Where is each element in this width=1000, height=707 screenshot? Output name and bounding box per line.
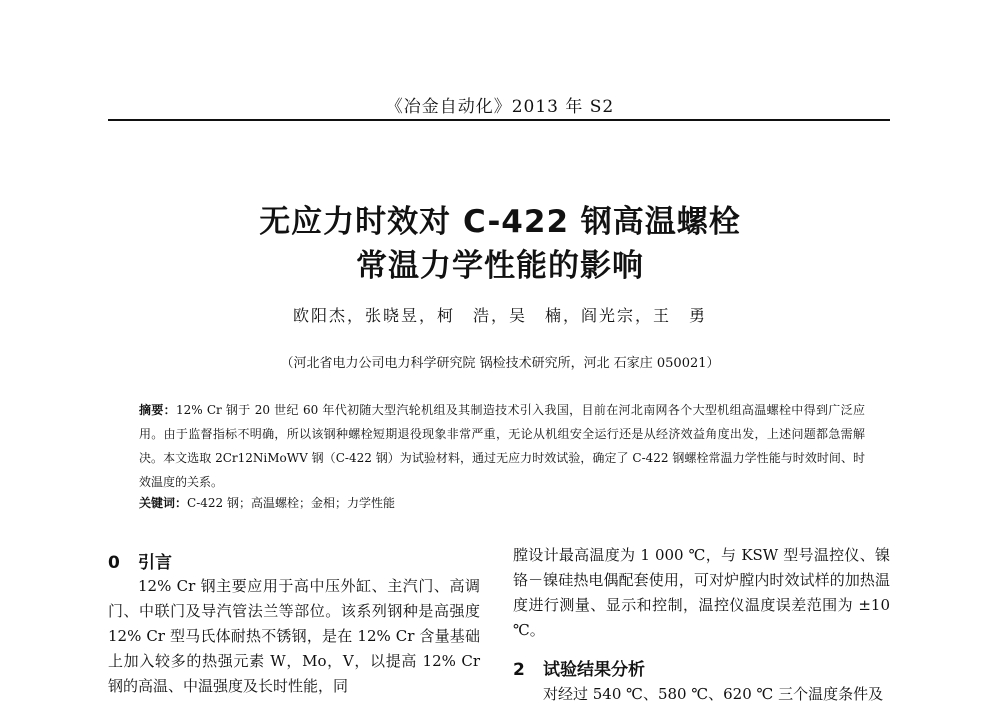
header-rule — [108, 119, 890, 121]
abstract-text: 12% Cr 钢于 20 世纪 60 年代初随大型汽轮机组及其制造技术引入我国，目前在河北南网各个大型机组高温螺栓中得到广泛应用。由于监督指标不明确，所以该钢种螺栓短期退役现象非常严重，无论从机组安全运行还是从经济效益角度出发，上述问题都急需解决。本文选取 2Cr12NiMoWV 钢（C-422 钢）为试验材料，通过无应力时效试验，确定了 C-422 钢螺栓常温力学性能与时效时间、时效温度的关系。 — [139, 403, 865, 489]
section-number: 2 — [513, 660, 525, 680]
affiliation: （河北省电力公司电力科学研究院 锅检技术研究所，河北 石家庄 050021） — [280, 356, 720, 371]
section-number: 0 — [108, 553, 120, 573]
right-column-paragraph: 膛设计最高温度为 1 000 ℃，与 KSW 型号温控仪、镍铬－镍硅热电偶配套使用，可对炉膛内时效试样的加热温度进行测量、显示和控制，温控仪温度误差范围为 ±10 ℃。 — [513, 546, 890, 639]
section-title: 引言 — [138, 553, 172, 573]
journal-header: 《冶金自动化》2013 年 S2 — [385, 97, 615, 117]
section-heading-introduction — [108, 548, 172, 573]
keywords — [139, 494, 865, 512]
paper-title-line-1: 无应力时效对 C-422 钢高温螺栓 — [259, 204, 741, 240]
paper-title-line-2: 常温力学性能的影响 — [356, 248, 644, 284]
keywords-label: 关键词： — [139, 496, 188, 510]
section-title: 试验结果分析 — [543, 660, 645, 680]
results-paragraph: 对经过 540 ℃、580 ℃、620 ℃ 三个温度条件及 — [543, 685, 884, 703]
keywords-text: C-422 钢；高温螺栓；金相；力学性能 — [187, 496, 395, 510]
abstract — [139, 398, 865, 494]
section-heading-results — [513, 655, 645, 680]
author-list: 欧阳杰，张晓昱，柯 浩，吴 楠，阎光宗，王 勇 — [292, 306, 707, 325]
introduction-paragraph: 12% Cr 钢主要应用于高中压外缸、主汽门、高调门、中联门及导汽管法兰等部位。该系列钢种是高强度 12% Cr 型马氏体耐热不锈钢，是在 12% Cr 含量基础上加入较多的热强元素 W，Mo，V，以提高 12% Cr 钢的高温、中温强度及长时性能，同 — [108, 577, 480, 695]
abstract-label: 摘要： — [139, 403, 177, 417]
